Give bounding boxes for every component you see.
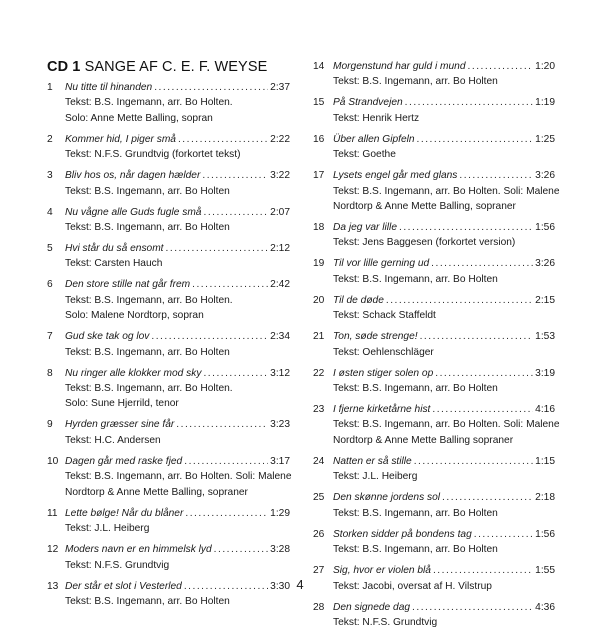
dot-leader <box>431 256 533 271</box>
track-duration: 3:30 <box>270 580 290 592</box>
track-credit: Tekst: Oehlenschläger <box>333 346 434 358</box>
dot-leader <box>176 417 268 432</box>
track-duration: 1:56 <box>535 222 555 234</box>
track-number: 1 <box>47 82 53 93</box>
track-title-line <box>333 402 555 417</box>
track-title: Den store stille nat går frem <box>65 279 191 291</box>
track-number: 7 <box>47 331 53 343</box>
track-title-line <box>333 256 555 271</box>
track-item <box>47 80 290 126</box>
track-list-left <box>47 80 290 615</box>
track-title: Bliv hos os, når dagen hælder <box>65 170 201 182</box>
track-number: 17 <box>313 170 325 182</box>
track-number: 5 <box>47 243 53 255</box>
track-duration: 1:29 <box>270 507 290 519</box>
track-title: Sig, hvor er violen blå <box>333 565 431 577</box>
track-credit: Tekst: B.S. Ingemann, arr. Bo Holten. <box>65 294 233 306</box>
track-item <box>47 417 290 448</box>
track-number: 18 <box>313 222 325 234</box>
track-duration: 1:55 <box>535 565 555 577</box>
track-number: 26 <box>313 528 325 540</box>
dot-leader <box>414 454 533 469</box>
track-title-line <box>333 454 555 469</box>
track-item <box>313 59 555 90</box>
track-number: 14 <box>313 61 325 72</box>
dot-leader <box>435 366 533 381</box>
dot-leader <box>151 329 268 344</box>
track-credit: Tekst: Jacobi, oversat af H. Vilstrup <box>333 580 492 592</box>
track-item <box>313 402 560 448</box>
track-title: Kommer hid, I piger små <box>65 133 176 145</box>
track-item <box>313 256 555 287</box>
track-item <box>47 241 290 272</box>
track-title-line <box>65 417 290 432</box>
track-credit: Tekst: B.S. Ingemann, arr. Bo Holten <box>65 185 230 197</box>
track-credit: Tekst: Jens Baggesen (forkortet version) <box>333 237 516 249</box>
dot-leader <box>405 95 534 110</box>
track-item <box>313 168 560 214</box>
cd-title: SANGE AF C. E. F. WEYSE <box>84 59 268 75</box>
page-number: 4 <box>296 577 304 592</box>
track-title: I østen stiger solen op <box>333 367 434 379</box>
track-credit: Solo: Sune Hjerrild, tenor <box>65 398 179 410</box>
track-title: Gud ske tak og lov <box>65 331 150 343</box>
track-credit: Tekst: B.S. Ingemann, arr. Bo Holten. Soli: Malene <box>333 419 560 431</box>
track-title: Lysets engel går med glans <box>333 170 458 182</box>
track-number: 19 <box>313 258 325 270</box>
dot-leader <box>192 277 268 292</box>
track-title-line <box>333 220 555 235</box>
track-number: 23 <box>313 404 325 416</box>
track-item <box>47 277 290 323</box>
dot-leader <box>432 402 533 417</box>
track-title: Nu ringer alle klokker mod sky <box>65 367 202 379</box>
track-item <box>313 132 555 163</box>
track-credit: Tekst: B.S. Ingemann, arr. Bo Holten <box>333 76 498 88</box>
track-item <box>47 168 290 199</box>
track-credit: Tekst: N.F.S. Grundtvig <box>333 616 438 628</box>
track-item <box>47 132 290 163</box>
track-duration: 2:07 <box>270 206 290 218</box>
track-credit: Tekst: N.F.S. Grundtvig <box>65 559 170 571</box>
track-number: 16 <box>313 133 325 145</box>
dot-leader <box>203 205 268 220</box>
track-title: Nu vågne alle Guds fugle små <box>65 206 202 218</box>
track-title: Storken sidder på bondens tag <box>333 528 472 540</box>
track-title: I fjerne kirketårne hist <box>333 404 431 416</box>
track-title: Morgenstund har guld i mund <box>333 61 466 72</box>
track-item <box>313 490 555 521</box>
track-number: 9 <box>47 419 53 431</box>
track-item <box>313 527 555 558</box>
track-item <box>47 205 290 236</box>
track-credit: Tekst: H.C. Andersen <box>65 434 161 446</box>
dot-leader <box>185 506 268 521</box>
track-number: 22 <box>313 367 325 379</box>
track-number: 28 <box>313 601 325 613</box>
track-number: 20 <box>313 294 325 306</box>
track-number: 10 <box>47 455 59 467</box>
track-credit: Tekst: J.L. Heiberg <box>65 523 150 535</box>
track-title-line <box>65 542 290 557</box>
track-title: Moders navn er en himmelsk lyd <box>65 544 212 556</box>
track-duration: 3:19 <box>535 367 555 379</box>
track-duration: 2:42 <box>270 279 290 291</box>
track-item <box>313 329 555 360</box>
track-duration: 3:28 <box>270 544 290 556</box>
dot-leader <box>178 132 268 147</box>
track-duration: 3:26 <box>535 170 555 182</box>
track-title: Hyrden græsser sine får <box>65 419 175 431</box>
track-list-right <box>313 59 560 636</box>
dot-leader <box>386 293 533 308</box>
track-credit: Tekst: B.S. Ingemann, arr. Bo Holten. Soli: Malene <box>65 471 292 483</box>
track-duration: 1:53 <box>535 331 555 343</box>
dot-leader <box>420 329 534 344</box>
track-credit: Tekst: Henrik Hertz <box>333 112 420 124</box>
track-credit: Tekst: B.S. Ingemann, arr. Bo Holten. <box>65 97 233 109</box>
dot-leader <box>459 168 533 183</box>
track-item <box>313 220 555 251</box>
track-title: Hvi står du så ensomt <box>65 243 164 255</box>
track-item <box>47 506 290 537</box>
track-number: 6 <box>47 279 53 291</box>
track-title-line <box>65 168 290 183</box>
track-credit: Nordtorp & Anne Mette Balling, sopraner <box>333 201 516 213</box>
track-item <box>47 366 290 412</box>
track-number: 12 <box>47 544 59 556</box>
track-title-line <box>333 329 555 344</box>
dot-leader <box>474 527 533 542</box>
cd-heading <box>47 59 267 75</box>
track-title: Dagen går med raske fjed <box>65 455 183 467</box>
track-credit: Nordtorp & Anne Mette Balling sopraner <box>333 434 514 446</box>
dot-leader <box>184 454 268 469</box>
track-credit: Nordtorp & Anne Mette Balling, sopraner <box>65 486 248 498</box>
track-title: Ton, søde strenge! <box>333 331 418 343</box>
track-number: 27 <box>313 565 325 577</box>
track-title: På Strandvejen <box>333 97 403 109</box>
track-number: 3 <box>47 170 53 182</box>
track-title-line <box>65 506 290 521</box>
track-duration: 2:18 <box>535 492 555 504</box>
track-title: Til de døde <box>333 294 384 306</box>
track-title: Da jeg var lille <box>333 222 397 234</box>
track-item <box>313 293 555 324</box>
track-title: Nu titte til hinanden <box>65 82 153 93</box>
track-title-line <box>65 454 290 469</box>
track-duration: 3:23 <box>270 419 290 431</box>
track-duration: 2:12 <box>270 243 290 255</box>
track-credit: Tekst: J.L. Heiberg <box>333 471 418 483</box>
track-item <box>313 95 555 126</box>
track-duration: 1:19 <box>535 97 555 109</box>
track-duration: 4:36 <box>535 601 555 613</box>
track-title-line <box>333 132 555 147</box>
track-title-line <box>333 490 555 505</box>
dot-leader <box>417 132 534 147</box>
track-duration: 2:37 <box>270 82 290 93</box>
dot-leader <box>468 59 534 74</box>
track-title-line <box>333 600 555 615</box>
track-title: Lette bølge! Når du blåner <box>65 507 184 519</box>
dot-leader <box>399 220 533 235</box>
track-duration: 2:22 <box>270 133 290 145</box>
track-duration: 3:26 <box>535 258 555 270</box>
track-title: Natten er så stille <box>333 455 412 467</box>
track-title-line <box>65 132 290 147</box>
track-credit: Tekst: B.S. Ingemann, arr. Bo Holten. <box>65 383 233 395</box>
track-title-line <box>65 80 290 95</box>
track-duration: 2:15 <box>535 294 555 306</box>
track-number: 8 <box>47 367 53 379</box>
track-title: Den signede dag <box>333 601 411 613</box>
track-number: 13 <box>47 580 59 592</box>
track-number: 11 <box>47 507 58 519</box>
dot-leader <box>442 490 533 505</box>
track-credit: Tekst: B.S. Ingemann, arr. Bo Holten <box>65 222 230 234</box>
track-item <box>313 600 555 631</box>
track-credit: Tekst: B.S. Ingemann, arr. Bo Holten <box>333 383 498 395</box>
track-duration: 1:20 <box>535 61 555 72</box>
cd-label: CD 1 <box>47 59 81 75</box>
track-duration: 1:25 <box>535 133 555 145</box>
track-duration: 1:56 <box>535 528 555 540</box>
track-title-line <box>65 277 290 292</box>
track-title-line <box>65 205 290 220</box>
track-credit: Tekst: Schack Staffeldt <box>333 310 436 322</box>
track-number: 21 <box>313 331 325 343</box>
track-credit: Solo: Malene Nordtorp, sopran <box>65 310 204 322</box>
track-title: Über allen Gipfeln <box>333 133 415 145</box>
track-number: 15 <box>313 97 325 109</box>
track-credit: Tekst: Carsten Hauch <box>65 258 163 270</box>
dot-leader <box>412 600 533 615</box>
track-duration: 3:12 <box>270 367 290 379</box>
track-credit: Tekst: B.S. Ingemann, arr. Bo Holten <box>333 507 498 519</box>
track-title-line <box>65 329 290 344</box>
track-title-line <box>333 59 555 74</box>
dot-leader <box>154 80 268 95</box>
track-number: 24 <box>313 455 325 467</box>
track-duration: 3:17 <box>270 455 290 467</box>
track-title-line <box>65 241 290 256</box>
track-duration: 1:15 <box>535 455 555 467</box>
dot-leader <box>203 366 268 381</box>
track-duration: 2:34 <box>270 331 290 343</box>
track-credit: Tekst: B.S. Ingemann, arr. Bo Holten <box>65 346 230 358</box>
track-item <box>47 454 290 500</box>
track-number: 2 <box>47 133 53 145</box>
track-title-line <box>333 293 555 308</box>
track-title-line <box>333 168 555 183</box>
track-title-line <box>65 366 290 381</box>
track-title-line <box>333 95 555 110</box>
track-credit: Tekst: N.F.S. Grundtvig (forkortet tekst) <box>65 149 241 161</box>
dot-leader <box>166 241 269 256</box>
dot-leader <box>202 168 268 183</box>
track-item <box>313 366 555 397</box>
track-duration: 4:16 <box>535 404 555 416</box>
track-credit: Tekst: B.S. Ingemann, arr. Bo Holten <box>333 544 498 556</box>
track-credit: Tekst: B.S. Ingemann, arr. Bo Holten <box>333 273 498 285</box>
track-number: 4 <box>47 206 53 218</box>
track-credit: Solo: Anne Mette Balling, sopran <box>65 112 213 124</box>
track-title-line <box>333 366 555 381</box>
track-duration: 3:22 <box>270 170 290 182</box>
track-title: Den skønne jordens sol <box>333 492 441 504</box>
track-item <box>47 542 290 573</box>
track-item <box>313 454 555 485</box>
track-credit: Tekst: B.S. Ingemann, arr. Bo Holten. Soli: Malene <box>333 185 560 197</box>
track-credit: Tekst: Goethe <box>333 149 396 161</box>
track-title: Der står et slot i Vesterled <box>65 580 182 592</box>
track-title: Til vor lille gerning ud <box>333 258 430 270</box>
track-title-line <box>333 527 555 542</box>
track-number: 25 <box>313 492 325 504</box>
track-item <box>47 329 290 360</box>
track-credit: Tekst: B.S. Ingemann, arr. Bo Holten <box>65 595 230 607</box>
dot-leader <box>214 542 269 557</box>
